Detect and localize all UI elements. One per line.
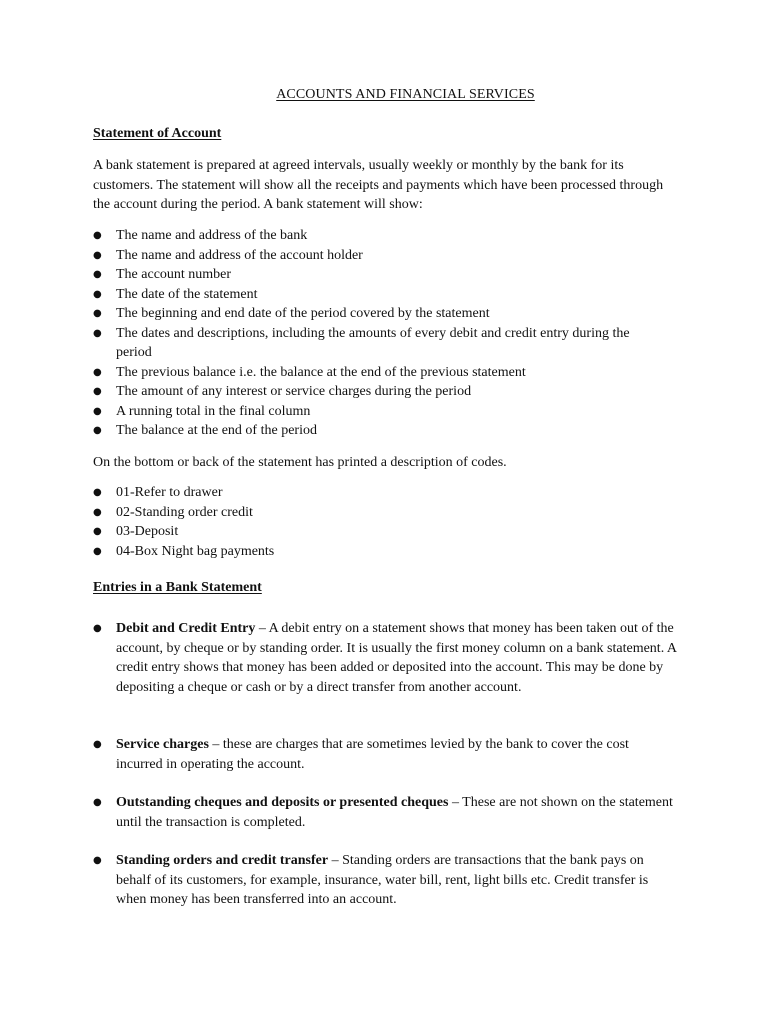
section-heading-entries: Entries in a Bank Statement <box>93 580 262 595</box>
entry-text: – Standing orders are transactions that the bank pays on behalf of its customers, for example, insurance, water bill, rent, light bills etc. Credit transfer is when money has been transferred into an account. <box>116 853 649 907</box>
bullet-icon: ● <box>93 545 102 557</box>
list-item: ● 02-Standing order credit <box>93 503 678 523</box>
list-item: ● The beginning and end date of the period covered by the statement <box>93 304 678 324</box>
entry-term: Service charges <box>116 737 209 752</box>
list-item: ● The dates and descriptions, including the amounts of every debit and credit entry during the period <box>93 325 630 360</box>
bullet-icon: ● <box>93 487 102 498</box>
list-item: ● The name and address of the account holder <box>93 246 678 266</box>
list-item: ● The name and address of the bank <box>93 226 678 246</box>
bullet-icon: ● <box>93 308 102 319</box>
codes-list <box>93 483 678 561</box>
list-item: ● The previous balance i.e. the balance at the end of the previous statement <box>93 363 678 383</box>
entry-text: – these are charges that are sometimes levied by the bank to cover the cost incurred in operating the account. <box>116 737 629 772</box>
section-heading-statement-of-account: Statement of Account <box>93 126 222 141</box>
entry-outstanding-cheques <box>93 793 678 832</box>
bullet-icon: ● <box>93 249 102 261</box>
bullet-icon: ● <box>93 269 102 280</box>
list-item: ● 04-Box Night bag payments <box>93 542 678 562</box>
bullet-icon: ● <box>93 739 102 750</box>
entry-standing-orders <box>93 851 678 910</box>
list-item: ● The date of the statement <box>93 285 678 305</box>
bullet-icon: ● <box>93 623 102 634</box>
statement-contents-list <box>93 226 678 441</box>
list-item: ● 01-Refer to drawer <box>93 483 678 503</box>
bullet-icon: ● <box>93 506 102 518</box>
bullet-icon: ● <box>93 526 102 537</box>
bullet-icon: ● <box>93 405 102 417</box>
entry-service-charges <box>93 735 678 774</box>
entry-text: – These are not shown on the statement until the transaction is completed. <box>116 795 673 830</box>
bullet-icon: ● <box>93 327 102 339</box>
entry-term: Debit and Credit Entry <box>116 621 256 636</box>
entry-text: – A debit entry on a statement shows that money has been taken out of the account, by cheque or by standing order. It is usually the first money column on a bank statement. A credit entry shows that money has been added or deposited into the account. This may be done by depositing a cheque or cash or by a direct transfer from another account. <box>116 621 677 695</box>
bullet-icon: ● <box>93 366 102 378</box>
bullet-icon: ● <box>93 425 102 436</box>
entry-term: Outstanding cheques and deposits or presented cheques <box>116 795 449 810</box>
list-item: ● A running total in the final column <box>93 402 678 422</box>
list-item: ● 03-Deposit <box>93 522 678 542</box>
bullet-icon: ● <box>93 386 102 397</box>
list-item: ● The account number <box>93 265 678 285</box>
intro-paragraph: A bank statement is prepared at agreed intervals, usually weekly or monthly by the bank for its customers. The statement will show all the receipts and payments which have been processed through the account during the period. A bank statement will show: <box>93 158 664 212</box>
list-item: ● The amount of any interest or service charges during the period <box>93 382 678 402</box>
codes-intro-paragraph: On the bottom or back of the statement has printed a description of codes. <box>93 455 507 470</box>
bullet-icon: ● <box>93 797 102 808</box>
bullet-icon: ● <box>93 230 102 241</box>
bullet-icon: ● <box>93 288 102 300</box>
entry-debit-credit <box>93 619 678 697</box>
bullet-icon: ● <box>93 855 102 866</box>
list-item: ● The balance at the end of the period <box>93 421 678 441</box>
document-title: ACCOUNTS AND FINANCIAL SERVICES <box>276 87 535 102</box>
entry-term: Standing orders and credit transfer <box>116 853 329 868</box>
